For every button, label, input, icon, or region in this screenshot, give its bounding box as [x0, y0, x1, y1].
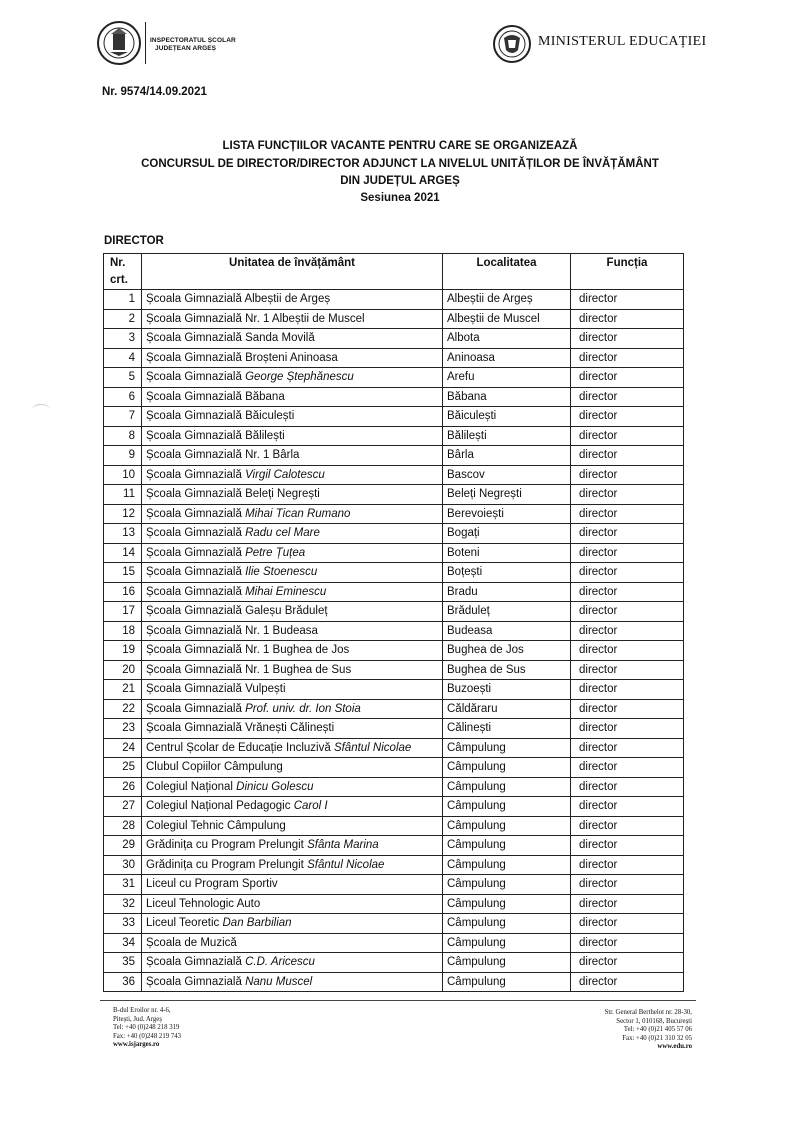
unit-name: Școala Gimnazială: [146, 371, 246, 383]
row-unit: [142, 699, 443, 719]
unit-name: Școala Gimnazială: [146, 546, 246, 559]
row-locality: Albota: [443, 329, 571, 349]
row-unit: [142, 426, 443, 446]
table-row: [104, 582, 684, 602]
unit-name: Grădinița cu Program Prelungit: [146, 858, 308, 871]
footer-left-line: B-dul Eroilor nr. 4-6,: [113, 1007, 171, 1014]
row-function: director: [571, 777, 684, 797]
footer-left-line: Pitești, Jud. Argeș: [113, 1015, 162, 1023]
header-unit: Unitatea de învățământ: [142, 254, 443, 290]
row-unit: [142, 524, 443, 544]
row-function: director: [571, 387, 684, 407]
row-function: director: [571, 426, 684, 446]
table-row: [104, 933, 684, 953]
unit-name: Școala Gimnazială Vrănești Călinești: [146, 722, 335, 734]
table-row: [104, 719, 684, 739]
unit-name: Școala Gimnazială Băiculești: [146, 410, 295, 422]
unit-name: Liceul cu Program Sportiv: [146, 878, 278, 890]
table-row: [104, 641, 684, 661]
row-number: 7: [104, 407, 142, 427]
unit-name: Liceul Tehnologic Auto: [146, 897, 261, 910]
table-row: [104, 348, 684, 368]
table-row: [104, 855, 684, 875]
isj-org-name: [150, 37, 236, 53]
row-locality: Câmpulung: [443, 875, 571, 895]
table-body: [104, 290, 684, 992]
header-locality: Localitatea: [443, 254, 571, 290]
row-unit: [142, 777, 443, 797]
row-unit: [142, 875, 443, 895]
row-locality: Bradu: [443, 582, 571, 602]
row-locality: Câmpulung: [443, 777, 571, 797]
row-locality: Boțești: [443, 563, 571, 583]
footer-left-line: Fax: +40 (0)248 219 743: [113, 1032, 182, 1040]
unit-name: Școala Gimnazială: [146, 956, 246, 968]
unit-name-italic: Virgil Calotescu: [245, 468, 325, 481]
row-locality: Arefu: [443, 368, 571, 388]
title-line-3: DIN JUDEȚUL ARGEȘ: [340, 175, 460, 187]
row-unit: [142, 914, 443, 934]
row-function: director: [571, 465, 684, 485]
table-row: [104, 407, 684, 427]
table-row: [104, 914, 684, 934]
row-unit: [142, 348, 443, 368]
title-line-2: CONCURSUL DE DIRECTOR/DIRECTOR ADJUNCT LA NIVELUL UNITĂȚILOR DE ÎNVĂȚĂMÂNT: [141, 158, 659, 170]
row-locality: Câmpulung: [443, 953, 571, 973]
row-unit: [142, 836, 443, 856]
row-unit: [142, 972, 443, 992]
row-locality: Câmpulung: [443, 933, 571, 953]
row-function: director: [571, 582, 684, 602]
document-number: Nr. 9574/14.09.2021: [102, 86, 207, 98]
row-locality: Brăduleț: [443, 602, 571, 622]
unit-name: Școala Gimnazială Nr. 1 Bughea de Jos: [146, 644, 350, 656]
footer-divider: [100, 1000, 696, 1001]
footer-right-line: Tel: +40 (0)21 405 57 06: [623, 1026, 692, 1034]
ministry-crest-icon: [492, 24, 532, 64]
row-number: 18: [104, 621, 142, 641]
row-locality: Câmpulung: [443, 816, 571, 836]
row-locality: Bălilești: [443, 426, 571, 446]
footer-right-address: [605, 1009, 692, 1052]
unit-name-italic: Dinicu Golescu: [236, 780, 314, 793]
row-unit: [142, 719, 443, 739]
unit-name-italic: Dan Barbilian: [222, 917, 292, 929]
unit-name-italic: George Ștephănescu: [245, 371, 354, 383]
row-unit: [142, 563, 443, 583]
table-header-row: [104, 254, 684, 290]
unit-name-italic: Sfântul Nicolae: [333, 741, 412, 754]
row-locality: Aninoasa: [443, 348, 571, 368]
row-number: 8: [104, 426, 142, 446]
unit-name: Școala Gimnazială: [146, 975, 246, 988]
table-row: [104, 680, 684, 700]
table-row: [104, 621, 684, 641]
unit-name-italic: Ilie Stoenescu: [245, 566, 318, 578]
table-row: [104, 387, 684, 407]
row-number: 17: [104, 602, 142, 622]
row-locality: Bascov: [443, 465, 571, 485]
table-row: [104, 816, 684, 836]
row-locality: Buzoești: [443, 680, 571, 700]
table-row: [104, 836, 684, 856]
row-function: director: [571, 797, 684, 817]
table-row: [104, 875, 684, 895]
unit-name-italic: Petre Țuțea: [245, 546, 306, 559]
unit-name-italic: Sfânta Marina: [307, 839, 379, 851]
vacancies-table: [103, 253, 684, 992]
row-number: 29: [104, 836, 142, 856]
table-row: [104, 894, 684, 914]
row-locality: Bughea de Sus: [443, 660, 571, 680]
row-unit: [142, 933, 443, 953]
row-unit: [142, 894, 443, 914]
row-function: director: [571, 524, 684, 544]
row-function: director: [571, 855, 684, 875]
unit-name: Școala Gimnazială Broșteni Aninoasa: [146, 351, 338, 364]
row-number: 28: [104, 816, 142, 836]
row-number: 32: [104, 894, 142, 914]
unit-name: Colegiul Național: [146, 780, 237, 793]
row-unit: [142, 660, 443, 680]
row-locality: Câmpulung: [443, 758, 571, 778]
row-number: 12: [104, 504, 142, 524]
row-locality: Căldăraru: [443, 699, 571, 719]
row-number: 2: [104, 309, 142, 329]
isj-logo: [96, 20, 142, 66]
row-locality: Câmpulung: [443, 836, 571, 856]
unit-name-italic: C.D. Aricescu: [245, 956, 315, 968]
section-label: DIRECTOR: [104, 235, 164, 247]
row-unit: [142, 290, 443, 310]
title-session: Sesiunea 2021: [360, 192, 440, 204]
row-number: 35: [104, 953, 142, 973]
row-function: director: [571, 407, 684, 427]
row-number: 13: [104, 524, 142, 544]
unit-name: Școala Gimnazială Băbana: [146, 390, 285, 403]
unit-name: Școala Gimnazială: [146, 702, 246, 715]
footer-right-line: Fax: +40 (0)21 310 32 05: [622, 1034, 692, 1042]
table-row: [104, 797, 684, 817]
row-locality: Beleți Negrești: [443, 485, 571, 505]
unit-name: Școala Gimnazială Nr. 1 Budeasa: [146, 624, 318, 637]
row-unit: [142, 387, 443, 407]
isj-org-line2: JUDEȚEAN ARGEȘ: [155, 45, 217, 52]
row-locality: Berevoiești: [443, 504, 571, 524]
table-row: [104, 777, 684, 797]
row-number: 30: [104, 855, 142, 875]
unit-name: Școala Gimnazială: [146, 507, 246, 520]
row-function: director: [571, 914, 684, 934]
footer-right-line: Sector 1, 010168, București: [616, 1017, 692, 1025]
row-locality: Câmpulung: [443, 855, 571, 875]
unit-name-italic: Prof. univ. dr. Ion Stoia: [245, 702, 361, 715]
table-row: [104, 524, 684, 544]
row-number: 1: [104, 290, 142, 310]
row-unit: [142, 582, 443, 602]
table-row: [104, 504, 684, 524]
row-number: 9: [104, 446, 142, 466]
scan-mark: [32, 404, 50, 415]
isj-org-line1: INSPECTORATUL ȘCOLAR: [150, 37, 236, 44]
ministry-name: MINISTERUL EDUCAȚIEI: [538, 34, 707, 49]
row-unit: [142, 446, 443, 466]
unit-name: Școala Gimnazială Nr. 1 Bughea de Sus: [146, 663, 352, 676]
row-number: 5: [104, 368, 142, 388]
unit-name-italic: Mihai Tican Rumano: [245, 507, 351, 520]
table-row: [104, 329, 684, 349]
table-row: [104, 485, 684, 505]
row-locality: Bogați: [443, 524, 571, 544]
row-number: 14: [104, 543, 142, 563]
unit-name-italic: Sfântul Nicolae: [307, 858, 385, 871]
row-number: 24: [104, 738, 142, 758]
unit-name: Centrul Școlar de Educație Incluzivă: [146, 741, 334, 754]
row-function: director: [571, 641, 684, 661]
unit-name: Școala Gimnazială: [146, 566, 246, 578]
row-unit: [142, 680, 443, 700]
unit-name: Școala de Muzică: [146, 936, 237, 949]
footer-left-line: Tel: +40 (0)248 218 319: [113, 1024, 180, 1032]
row-locality: Albeștii de Argeș: [443, 290, 571, 310]
row-locality: Boteni: [443, 543, 571, 563]
row-unit: [142, 368, 443, 388]
row-function: director: [571, 621, 684, 641]
row-unit: [142, 543, 443, 563]
header-nr-line2: crt.: [110, 274, 128, 286]
row-number: 10: [104, 465, 142, 485]
row-locality: Câmpulung: [443, 914, 571, 934]
row-locality: Câmpulung: [443, 797, 571, 817]
row-number: 6: [104, 387, 142, 407]
row-number: 15: [104, 563, 142, 583]
title-line-1: LISTA FUNCȚIILOR VACANTE PENTRU CARE SE ORGANIZEAZĂ: [222, 140, 578, 152]
row-locality: Băbana: [443, 387, 571, 407]
table-row: [104, 426, 684, 446]
row-number: 19: [104, 641, 142, 661]
unit-name-italic: Nanu Muscel: [245, 975, 313, 988]
row-unit: [142, 855, 443, 875]
row-number: 23: [104, 719, 142, 739]
row-number: 21: [104, 680, 142, 700]
header-nr: [104, 254, 142, 290]
footer-right-website: www.edu.ro: [657, 1043, 692, 1051]
unit-name: Colegiul Național Pedagogic: [146, 800, 294, 812]
row-function: director: [571, 699, 684, 719]
table-row: [104, 465, 684, 485]
row-unit: [142, 797, 443, 817]
row-unit: [142, 465, 443, 485]
row-unit: [142, 602, 443, 622]
row-function: director: [571, 738, 684, 758]
row-number: 34: [104, 933, 142, 953]
row-number: 3: [104, 329, 142, 349]
row-function: director: [571, 290, 684, 310]
unit-name: Școala Gimnazială Beleți Negrești: [146, 488, 320, 500]
row-function: director: [571, 329, 684, 349]
row-unit: [142, 641, 443, 661]
unit-name: Școala Gimnazială Nr. 1 Albeștii de Muscel: [146, 312, 365, 325]
table-row: [104, 446, 684, 466]
row-function: director: [571, 348, 684, 368]
table-row: [104, 563, 684, 583]
row-function: director: [571, 680, 684, 700]
row-locality: Bârla: [443, 446, 571, 466]
unit-name-italic: Carol I: [293, 800, 328, 812]
table-row: [104, 953, 684, 973]
unit-name: Școala Gimnazială: [146, 468, 246, 481]
row-locality: Câmpulung: [443, 894, 571, 914]
row-unit: [142, 485, 443, 505]
unit-name: Școala Gimnazială: [146, 527, 246, 539]
table-row: [104, 758, 684, 778]
row-function: director: [571, 543, 684, 563]
row-function: director: [571, 660, 684, 680]
row-function: director: [571, 972, 684, 992]
row-number: 36: [104, 972, 142, 992]
table-row: [104, 543, 684, 563]
row-unit: [142, 504, 443, 524]
unit-name: Școala Gimnazială Bălilești: [146, 429, 285, 442]
row-number: 33: [104, 914, 142, 934]
row-number: 25: [104, 758, 142, 778]
unit-name: Școala Gimnazială: [146, 585, 246, 598]
row-unit: [142, 758, 443, 778]
footer-left-address: [113, 1007, 181, 1050]
unit-name-italic: Mihai Eminescu: [245, 585, 327, 598]
row-number: 22: [104, 699, 142, 719]
unit-name: Școala Gimnazială Galeșu Brăduleț: [146, 605, 328, 617]
row-locality: Budeasa: [443, 621, 571, 641]
row-locality: Câmpulung: [443, 972, 571, 992]
row-function: director: [571, 836, 684, 856]
row-locality: Călinești: [443, 719, 571, 739]
unit-name: Clubul Copiilor Câmpulung: [146, 761, 283, 773]
header-nr-line1: Nr.: [110, 257, 126, 269]
row-unit: [142, 953, 443, 973]
unit-name: Școala Gimnazială Sanda Movilă: [146, 332, 315, 344]
row-function: director: [571, 368, 684, 388]
table-row: [104, 290, 684, 310]
table-row: [104, 972, 684, 992]
table-row: [104, 738, 684, 758]
row-number: 20: [104, 660, 142, 680]
unit-name: Școala Gimnazială Albeștii de Argeș: [146, 293, 331, 305]
row-function: director: [571, 816, 684, 836]
row-function: director: [571, 933, 684, 953]
row-unit: [142, 816, 443, 836]
row-function: director: [571, 602, 684, 622]
table-row: [104, 660, 684, 680]
table-row: [104, 602, 684, 622]
row-unit: [142, 407, 443, 427]
row-locality: Bughea de Jos: [443, 641, 571, 661]
row-number: 27: [104, 797, 142, 817]
unit-name-italic: Radu cel Mare: [245, 527, 320, 539]
row-function: director: [571, 485, 684, 505]
footer-left-website: www.isjarges.ro: [113, 1041, 160, 1049]
header-divider: [145, 22, 146, 64]
footer-right-line: Str. General Berthelot nr. 28-30,: [604, 1009, 692, 1016]
table-row: [104, 699, 684, 719]
row-locality: Câmpulung: [443, 738, 571, 758]
unit-name: Școala Gimnazială Vulpești: [146, 683, 286, 695]
unit-name: Școala Gimnazială Nr. 1 Bârla: [146, 449, 300, 461]
unit-name: Grădinița cu Program Prelungit: [146, 839, 308, 851]
table-row: [104, 368, 684, 388]
row-number: 11: [104, 485, 142, 505]
row-number: 26: [104, 777, 142, 797]
row-function: director: [571, 758, 684, 778]
table-row: [104, 309, 684, 329]
row-number: 4: [104, 348, 142, 368]
row-locality: Băiculești: [443, 407, 571, 427]
header-function: Funcția: [571, 254, 684, 290]
row-number: 31: [104, 875, 142, 895]
row-locality: Albeștii de Muscel: [443, 309, 571, 329]
unit-name: Liceul Teoretic: [146, 917, 223, 929]
row-unit: [142, 738, 443, 758]
row-unit: [142, 329, 443, 349]
row-function: director: [571, 894, 684, 914]
row-unit: [142, 621, 443, 641]
unit-name: Colegiul Tehnic Câmpulung: [146, 819, 286, 832]
row-function: director: [571, 563, 684, 583]
row-function: director: [571, 875, 684, 895]
row-unit: [142, 309, 443, 329]
row-function: director: [571, 719, 684, 739]
row-function: director: [571, 504, 684, 524]
row-function: director: [571, 953, 684, 973]
row-function: director: [571, 309, 684, 329]
row-function: director: [571, 446, 684, 466]
row-number: 16: [104, 582, 142, 602]
